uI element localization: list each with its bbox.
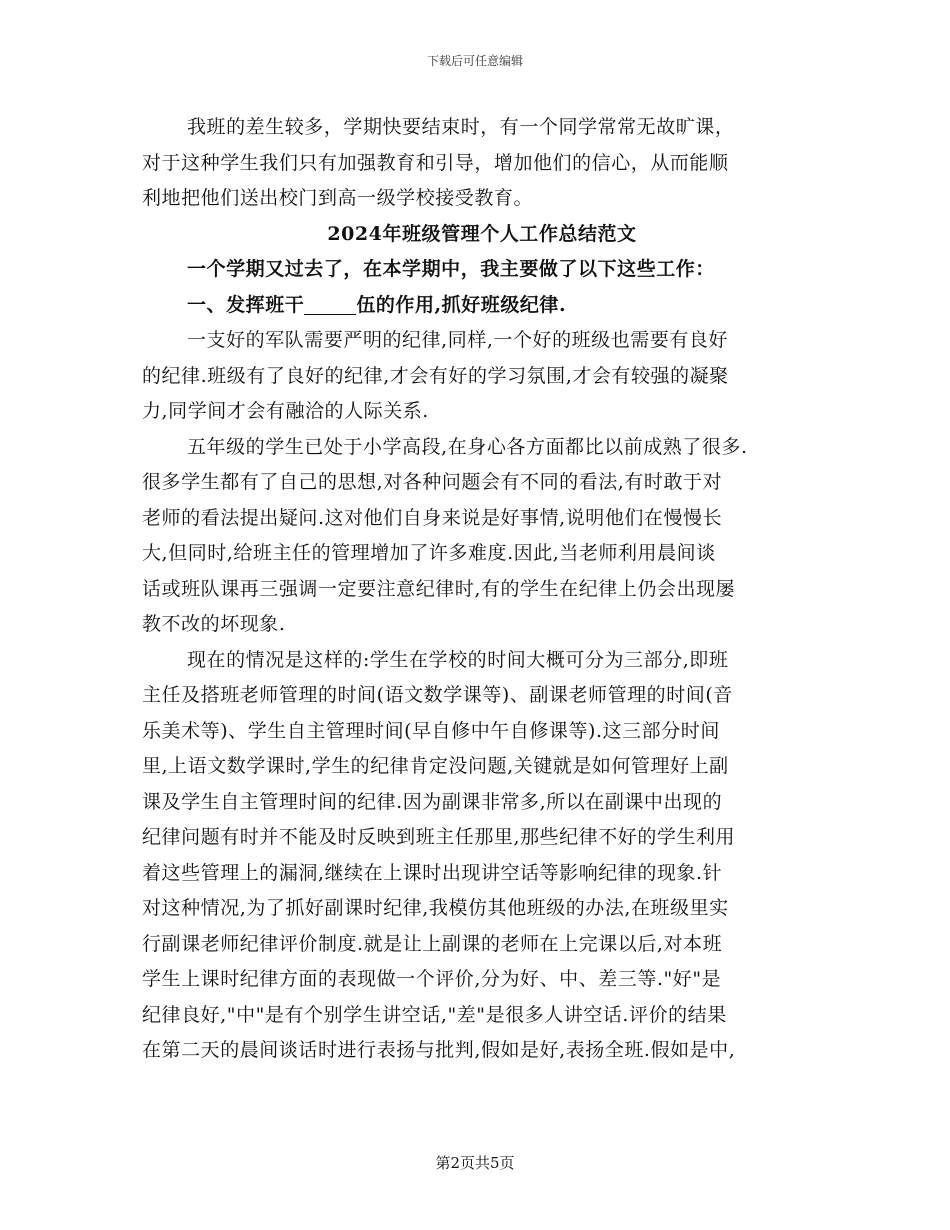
paragraph-line: 一支好的军队需要严明的纪律,同样,一个好的班级也需要有良好 [187, 329, 729, 351]
paragraph-line: 教不改的坏现象. [142, 613, 286, 635]
document-body [142, 110, 822, 1069]
paragraph-line: 我班的差生较多，学期快要结束时，有一个同学常常无故旷课， [187, 116, 735, 138]
paragraph-line: 五年级的学生已处于小学高段,在身心各方面都比以前成熟了很多. [187, 435, 748, 458]
section-heading-part2: 伍的作用,抓好班级纪律. [356, 293, 567, 316]
header-note: 下载后可任意编辑 [426, 54, 523, 68]
paragraph-line: 力,同学间才会有融洽的人际关系. [142, 400, 429, 422]
section-title: 2024年班级管理个人工作总结范文 [327, 222, 637, 245]
paragraph-line: 里,上语文数学课时,学生的纪律肯定没问题,关键就是如何管理好上副 [142, 755, 729, 777]
page-number: 第2页共5页 [435, 1154, 515, 1172]
paragraph-line: 纪律问题有时并不能及时反映到班主任那里,那些纪律不好的学生利用 [142, 826, 736, 848]
paragraph-line: 乐美术等)、学生自主管理时间(早自修中午自修课等).这三部分时间 [142, 719, 720, 742]
paragraph-line: 对于这种学生我们只有加强教育和引导，增加他们的信心，从而能顺 [142, 151, 729, 174]
paragraph-line: 很多学生都有了自己的思想,对各种问题会有不同的看法,有时敢于对 [142, 471, 723, 493]
paragraph-line: 利地把他们送出校门到高一级学校接受教育。 [142, 187, 534, 209]
section-heading [142, 288, 822, 324]
paragraph-line: 大,但同时,给班主任的管理增加了许多难度.因此,当老师利用晨间谈 [142, 542, 716, 564]
fill-blank [304, 294, 356, 315]
paragraph-line: 现在的情况是这样的:学生在学校的时间大概可分为三部分,即班 [187, 648, 729, 671]
paragraph-line: 话或班队课再三强调一定要注意纪律时,有的学生在纪律上仍会出现屡 [142, 577, 736, 600]
paragraph-line: 对这种情况,为了抓好副课时纪律,我模仿其他班级的办法,在班级里实 [142, 897, 729, 919]
paragraph-line: 行副课老师纪律评价制度.就是让上副课的老师在上完课以后,对本班 [142, 932, 723, 955]
paragraph-line: 课及学生自主管理时间的纪律.因为副课非常多,所以在副课中出现的 [142, 790, 723, 813]
section-heading-part1: 一、发挥班干 [187, 293, 305, 316]
paragraph-line: 老师的看法提出疑问.这对他们自身来说是好事情,说明他们在慢慢长 [142, 506, 723, 529]
paragraph-line: 在第二天的晨间谈话时进行表扬与批判,假如是好,表扬全班.假如是中, [142, 1039, 736, 1061]
paragraph-line: 纪律良好,"中"是有个别学生讲空话,"差"是很多人讲空话.评价的结果 [142, 1003, 727, 1026]
paragraph-line: 的纪律.班级有了良好的纪律,才会有好的学习氛围,才会有较强的凝聚 [142, 364, 729, 387]
intro-line: 一个学期又过去了，在本学期中，我主要做了以下这些工作： [187, 258, 715, 280]
paragraph-line: 学生上课时纪律方面的表现做一个评价,分为好、中、差三等."好"是 [142, 968, 722, 990]
paragraph-line: 着这些管理上的漏洞,继续在上课时出现讲空话等影响纪律的现象.针 [142, 861, 723, 884]
paragraph-line: 主任及搭班老师管理的时间(语文数学课等)、副课老师管理的时间(音 [142, 684, 733, 706]
